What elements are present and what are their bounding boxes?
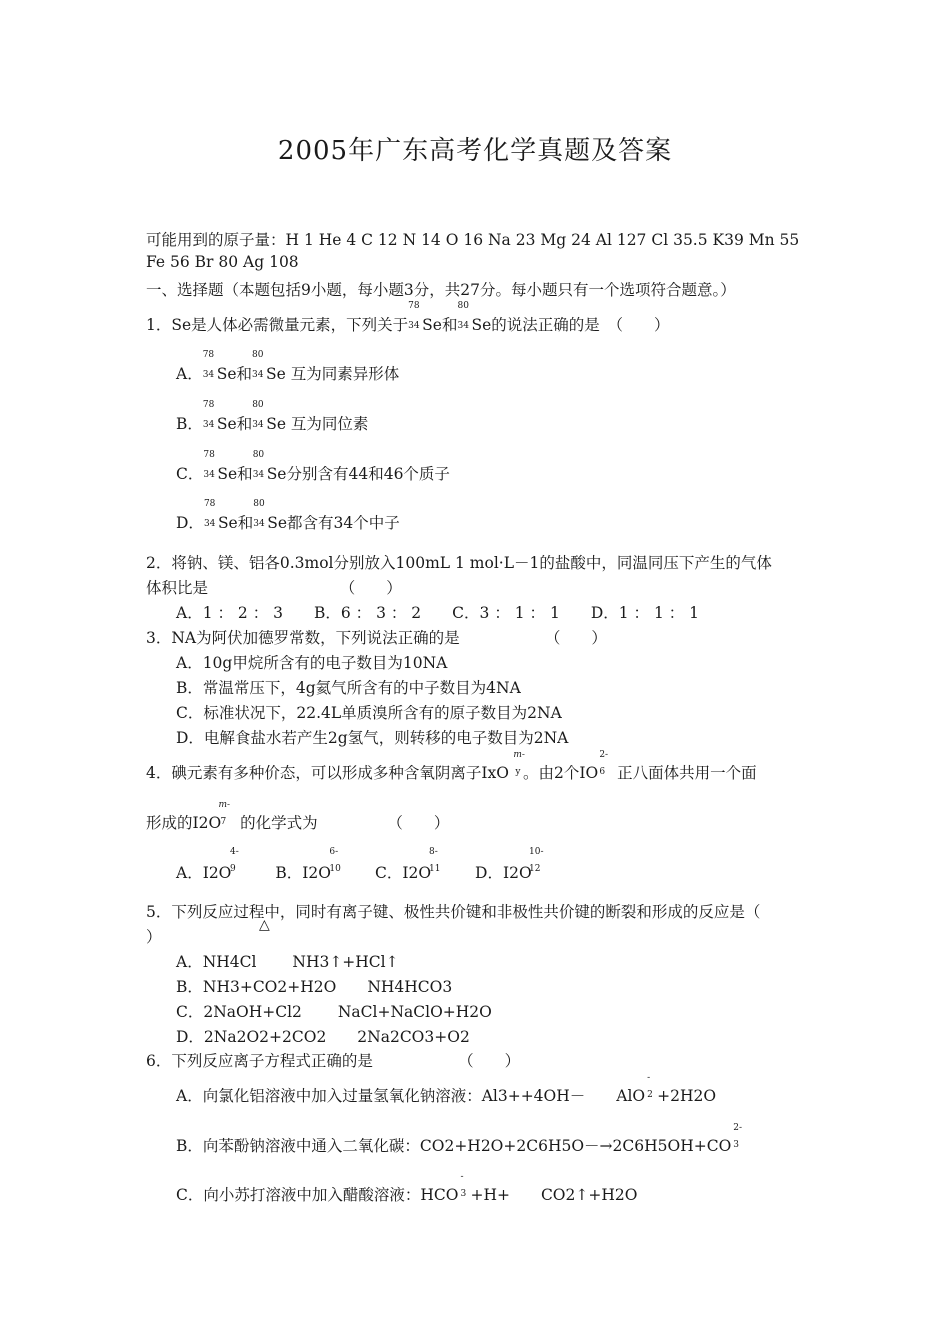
question-3-option-d: D．电解食盐水若产生2g氢气，则转移的电子数目为2NA bbox=[176, 729, 569, 747]
isotope-se78: 78 34 Se bbox=[203, 450, 238, 483]
isotope-se80: 80 34 Se bbox=[457, 301, 492, 334]
question-6-option-c: C．向小苏打溶液中加入醋酸溶液：HCO - 3 +H+ CO2↑+H2O bbox=[176, 1172, 638, 1204]
question-2-options: A．1 ： 2 ： 3 B．6 ： 3 ： 2 C．3 ： 1 ： 1 D．1 ： 1 ： 1 bbox=[176, 604, 700, 622]
question-4-options bbox=[176, 847, 552, 883]
question-3-option-b: B．常温常压下，4g氦气所含有的中子数目为4NA bbox=[176, 679, 521, 697]
question-4-option-b: B．I2O 6- 10 bbox=[275, 847, 341, 882]
question-3-option-a: A．10g甲烷所含有的电子数目为10NA bbox=[176, 654, 448, 672]
question-1-option-a: A． 78 34 Se和 80 34 Se 互为同素异形体 bbox=[176, 350, 400, 383]
isotope-se80: 80 34 Se bbox=[252, 450, 287, 483]
atomic-mass-line-1: 可能用到的原子量：H 1 He 4 C 12 N 14 O 16 Na 23 Mg 24 Al 127 Cl 35.5 K39 Mn 55 bbox=[146, 231, 800, 249]
question-4-option-c: C．I2O 8- 11 bbox=[374, 847, 441, 882]
isotope-se78: 78 34 Se bbox=[408, 301, 442, 334]
section-heading: 一、选择题（本题包括9小题，每小题3分，共27分。每小题只有一个选项符合题意。） bbox=[146, 281, 736, 299]
question-5-stem-line-2: ） bbox=[146, 928, 162, 946]
isotope-se78: 78 34 Se bbox=[203, 499, 238, 532]
heat-triangle-symbol: △ bbox=[259, 917, 270, 933]
question-1-stem: 1．Se是人体必需微量元素，下列关于 78 34 Se和 80 34 Se的说法正确的是 （ ） bbox=[146, 301, 670, 334]
isotope-se80: 80 34 Se bbox=[252, 350, 286, 383]
ion-io6: IO 2- 6 bbox=[579, 750, 609, 782]
question-5-option-d: D．2Na2O2+2CO2 2Na2CO3+O2 bbox=[176, 1028, 470, 1046]
question-6-stem: 6．下列反应离子方程式正确的是 （ ） bbox=[146, 1052, 521, 1070]
question-5-option-a: A．NH4Cl NH3↑+HCl↑ bbox=[176, 953, 399, 971]
question-6-option-a: A．向氯化铝溶液中加入过量氢氧化钠溶液：Al3++4OH－ AlO - 2 +2H2O bbox=[176, 1073, 717, 1105]
ion-i2o7: I2O m- 7 bbox=[192, 800, 231, 832]
isotope-se78: 78 34 Se bbox=[202, 400, 237, 433]
question-4-stem-line-2: 形成的I2O m- 7 的化学式为 （ ） bbox=[146, 800, 450, 832]
question-5-stem-line-1: 5．下列反应过程中，同时有离子键、极性共价键和非极性共价键的断裂和形成的反应是（ bbox=[146, 903, 761, 921]
question-4-option-a: A．I2O 4- 9 bbox=[176, 847, 239, 882]
question-1-option-d: D． 78 34 Se和 80 34 Se都含有34个中子 bbox=[176, 499, 400, 532]
question-1-option-c: C． 78 34 Se和 80 34 Se分别含有44和46个质子 bbox=[176, 450, 450, 483]
question-3-option-c: C．标准状况下，22.4L单质溴所含有的原子数目为2NA bbox=[176, 704, 562, 722]
question-5-option-b: B．NH3+CO2+H2O NH4HCO3 bbox=[176, 978, 453, 996]
question-2-stem-line-1: 2．将钠、镁、铝各0.3mol分别放入100mL 1 mol·L－1的盐酸中，同温同压下产生的气体 bbox=[146, 554, 772, 572]
ion-ixoy: IxO m- y bbox=[481, 750, 525, 782]
isotope-se78: 78 34 Se bbox=[202, 350, 237, 383]
question-3-stem: 3．NA为阿伏加德罗常数，下列说法正确的是 （ ） bbox=[146, 629, 607, 647]
atomic-mass-line-2: Fe 56 Br 80 Ag 108 bbox=[146, 253, 299, 271]
question-1-option-b: B． 78 34 Se和 80 34 Se 互为同位素 bbox=[176, 400, 369, 433]
isotope-se80: 80 34 Se bbox=[253, 499, 288, 532]
question-4-stem-line-1: 4．碘元素有多种价态，可以形成多种含氧阴离子IxO m- y 。由2个IO 2- 6 正八面体共用一个面 bbox=[146, 750, 757, 782]
question-6-option-b: B．向苯酚钠溶液中通入二氧化碳：CO2+H2O+2C6H5O－→2C6H5OH+CO 2- 3 bbox=[176, 1123, 743, 1155]
isotope-se80: 80 34 Se bbox=[252, 400, 286, 433]
question-2-stem-line-2: 体积比是 （ ） bbox=[146, 579, 402, 597]
question-4-option-d: D．I2O 10- 12 bbox=[475, 847, 544, 882]
page-title: 2005年广东高考化学真题及答案 bbox=[277, 136, 673, 166]
question-5-option-c: C．2NaOH+Cl2 NaCl+NaClO+H2O bbox=[176, 1003, 492, 1021]
